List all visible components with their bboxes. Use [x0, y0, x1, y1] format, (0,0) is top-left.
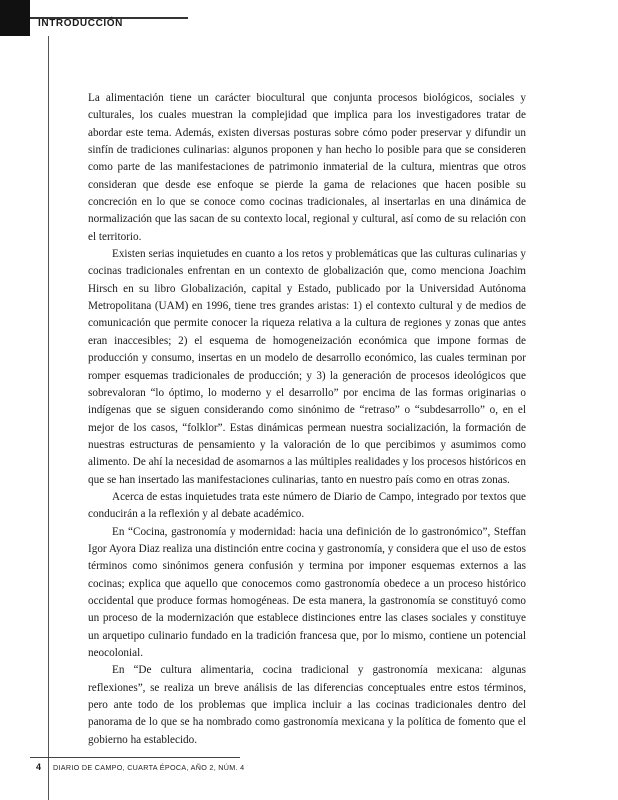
section-title: INTRODUCCIÓN	[38, 18, 123, 29]
journal-citation: DIARIO DE CAMPO, CUARTA ÉPOCA, AÑO 2, NÚM. 4	[53, 763, 245, 772]
paragraph-2: Existen serias inquietudes en cuanto a los retos y problemáticas que las culturas culinarias y cocinas tradicionales enfrentan en un contexto de globalización que, como menciona Joachim Hirsch en su libro Globalización, capital y Estado, publicado por la Universidad Autónoma Metropolitana (UAM) en 1996, tiene tres grandes aristas: 1) el contexto cultural y de medios de comunicación que permite conocer la riqueza relativa a la cultura de regiones y zonas que antes eran inaccesibles; 2) el esquema de homogeneización económica que impone formas de producción y consumo, insertas en un modelo de desarrollo económico, las cuales terminan por romper esquemas tradicionales de producción; y 3) la generación de procesos ideológicos que sobrevaloran “lo óptimo, lo moderno y el desarrollo” por encima de las formas originarias o indígenas que se siguen considerando como sinónimo de “retraso” o “subdesarrollo” o, en el mejor de los casos, “folklor”. Estas dinámicas permean nuestra socialización, la formación de nuestras estructuras de pensamiento y la valoración de lo que percibimos y asumimos como alimento. De ahí la necesidad de asomarnos a las múltiples realidades y los procesos históricos en que se han insertado las manifestaciones culinarias, tanto en nuestro país como en otras zonas.	[88, 248, 526, 486]
page-number: 4	[36, 762, 42, 772]
paragraph-1: La alimentación tiene un carácter biocultural que conjunta procesos biológicos, sociales y culturales, los cuales muestran la complejidad que implica para los investigadores tratar de abordar este tema. Además, existen diversas posturas sobre cómo poder preservar y difundir un sinfín de tradiciones culinarias: algunos proponen y han hecho lo posible para que se consideren como parte de las manifestaciones de patrimonio inmaterial de la cultura, mientras que otros consideran que desde ese enfoque se pierde la gama de relaciones que hacen posible su concreción en lo que se conoce como cocinas tradicionales, al insertarlas en una dinámica de normalización que las sacan de su contexto local, regional y cultural, así como de su relación con el territorio.	[88, 92, 526, 243]
footer-rule	[30, 757, 240, 758]
corner-block	[0, 0, 30, 36]
paragraph-4: En “Cocina, gastronomía y modernidad: hacia una definición de lo gastronómico”, Steffan Igor Ayora Diaz realiza una distinción entre cocina y gastronomía, y considera que el uso de estos términos como sinónimos genera confusión y termina por imponer esquemas externos a las cocinas; explica que aquello que conocemos como gastronomía obedece a un proceso histórico occidental que produce formas homogéneas. De esta manera, la gastronomía se constituyó como un proceso de la modernización que establece distinciones entre las clases sociales y constituye un arquetipo culinario fundado en la tradición francesa que, por lo mismo, contiene un potencial neocolonial.	[88, 525, 526, 659]
margin-rule	[48, 36, 49, 800]
paragraph-3: Acerca de estas inquietudes trata este número de Diario de Campo, integrado por textos que conducirán a la reflexión y al debate académico.	[88, 490, 526, 521]
article-body	[88, 90, 526, 749]
paragraph-5: En “De cultura alimentaria, cocina tradicional y gastronomía mexicana: algunas reflexiones”, se realiza un breve análisis de las diferencias conceptuales entre estos términos, pero ante todo de los problemas que implica incluir a las cocinas tradicionales dentro del panorama de lo que se ha nombrado como gastronomía mexicana y la política de fomento que el gobierno ha establecido.	[88, 664, 526, 746]
